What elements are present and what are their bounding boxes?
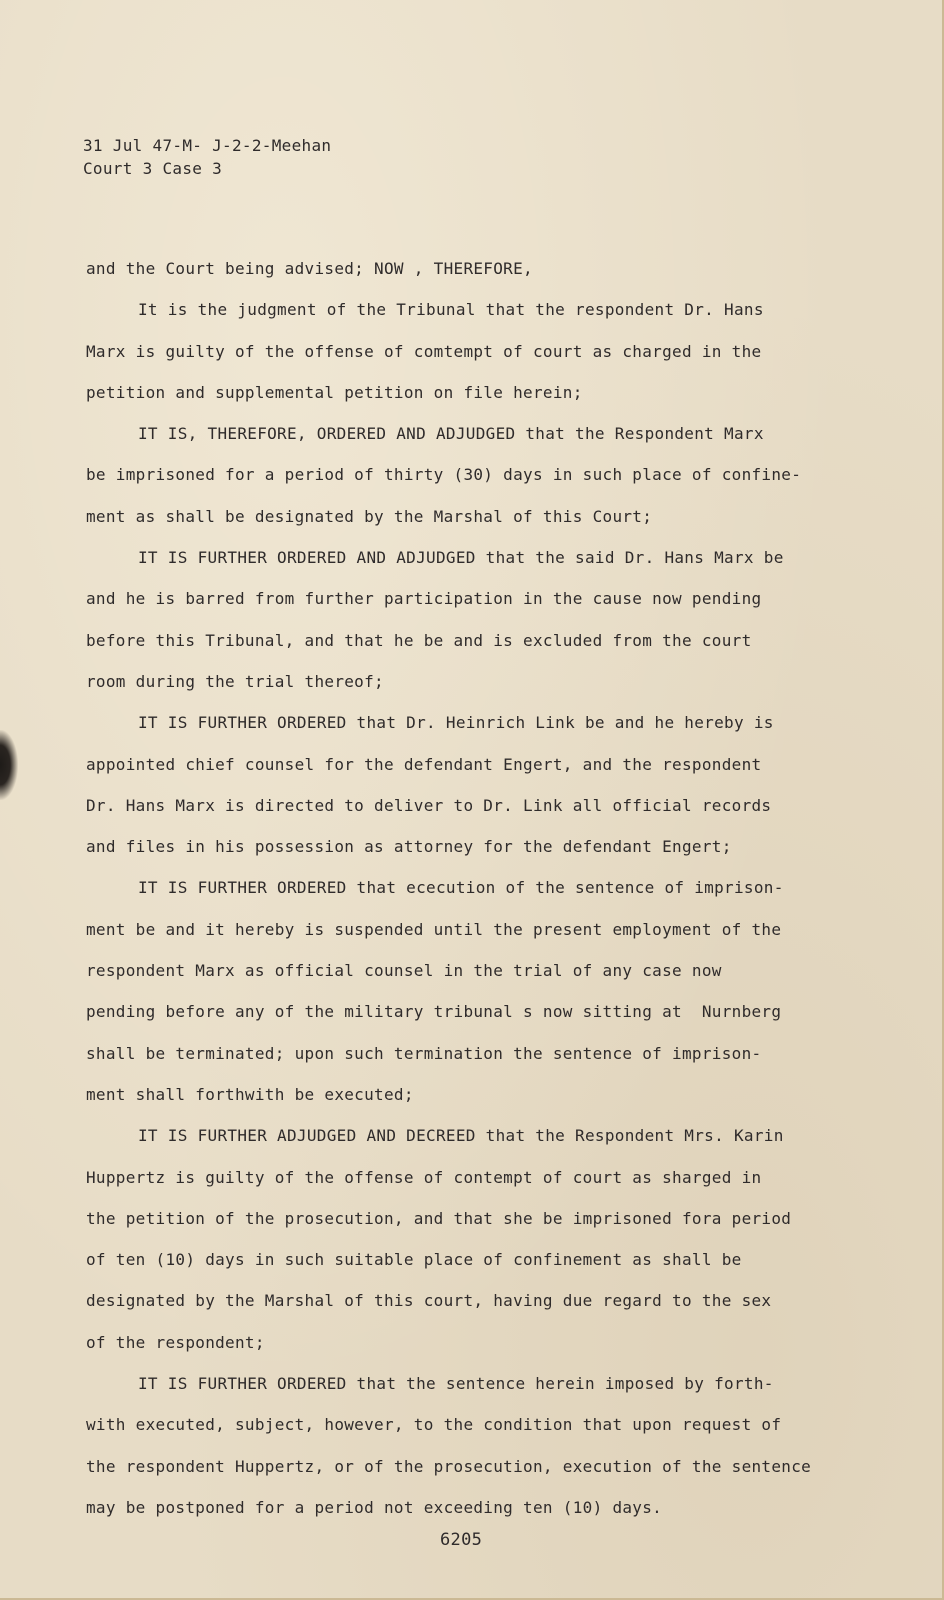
text-line: and he is barred from further participation in the cause now pending xyxy=(86,589,762,609)
text-line: designated by the Marshal of this court, having due regard to the sex xyxy=(86,1291,772,1311)
text-line: shall be terminated; upon such termination the sentence of imprison- xyxy=(86,1043,762,1063)
text-line: pending before any of the military tribunal s now sitting at Nurnberg xyxy=(86,1002,782,1022)
text-line: and the Court being advised; NOW , THEREFORE, xyxy=(86,259,533,278)
header-court-case: Court 3 Case 3 xyxy=(83,159,223,178)
page-number: 6205 xyxy=(440,1530,483,1550)
text-line: may be postponed for a period not exceeding ten (10) days. xyxy=(86,1497,663,1517)
text-line: Huppertz is guilty of the offense of contempt of court as sharged in xyxy=(86,1167,762,1187)
paragraph-start: IT IS FURTHER ORDERED AND ADJUDGED that the said Dr. Hans Marx be xyxy=(138,548,784,568)
text-line: ment as shall be designated by the Marshal of this Court; xyxy=(86,506,653,526)
paragraph-start: IT IS, THEREFORE, ORDERED AND ADJUDGED that the Respondent Marx xyxy=(138,424,764,444)
text-line: of the respondent; xyxy=(86,1332,265,1352)
text-line: Dr. Hans Marx is directed to deliver to Dr. Link all official records xyxy=(86,795,772,815)
paragraph-start: IT IS FURTHER ORDERED that the sentence herein imposed by forth- xyxy=(138,1374,774,1394)
text-line: Marx is guilty of the offense of comtempt of court as charged in the xyxy=(86,341,762,361)
text-line: the respondent Huppertz, or of the prosecution, execution of the sentence xyxy=(86,1456,812,1476)
text-line: appointed chief counsel for the defendant Engert, and the respondent xyxy=(86,754,762,774)
paragraph-start: IT IS FURTHER ORDERED that ececution of the sentence of imprison- xyxy=(138,878,784,898)
text-line: before this Tribunal, and that he be and is excluded from the court xyxy=(86,630,752,650)
text-line: petition and supplemental petition on file herein; xyxy=(86,382,583,402)
text-line: of ten (10) days in such suitable place of confinement as shall be xyxy=(86,1250,742,1270)
text-line: be imprisoned for a period of thirty (30) days in such place of confine- xyxy=(86,465,802,485)
text-line: with executed, subject, however, to the condition that upon request of xyxy=(86,1415,782,1435)
text-line: and files in his possession as attorney for the defendant Engert; xyxy=(86,837,732,857)
paragraph-start: It is the judgment of the Tribunal that the respondent Dr. Hans xyxy=(138,300,764,320)
paragraph-start: IT IS FURTHER ORDERED that Dr. Heinrich Link be and he hereby is xyxy=(138,713,774,733)
text-line: the petition of the prosecution, and that she be imprisoned fora period xyxy=(86,1208,792,1228)
paragraph-start: IT IS FURTHER ADJUDGED AND DECREED that the Respondent Mrs. Karin xyxy=(138,1126,784,1146)
header-reference: 31 Jul 47-M- J-2-2-Meehan xyxy=(83,136,332,155)
text-line: respondent Marx as official counsel in the trial of any case now xyxy=(86,961,722,981)
judgment-text xyxy=(86,259,886,1539)
document-header xyxy=(83,134,331,180)
ink-smudge xyxy=(0,730,18,800)
text-line: room during the trial thereof; xyxy=(86,671,384,691)
text-line: ment shall forthwith be executed; xyxy=(86,1084,414,1104)
text-line: ment be and it hereby is suspended until the present employment of the xyxy=(86,919,782,939)
